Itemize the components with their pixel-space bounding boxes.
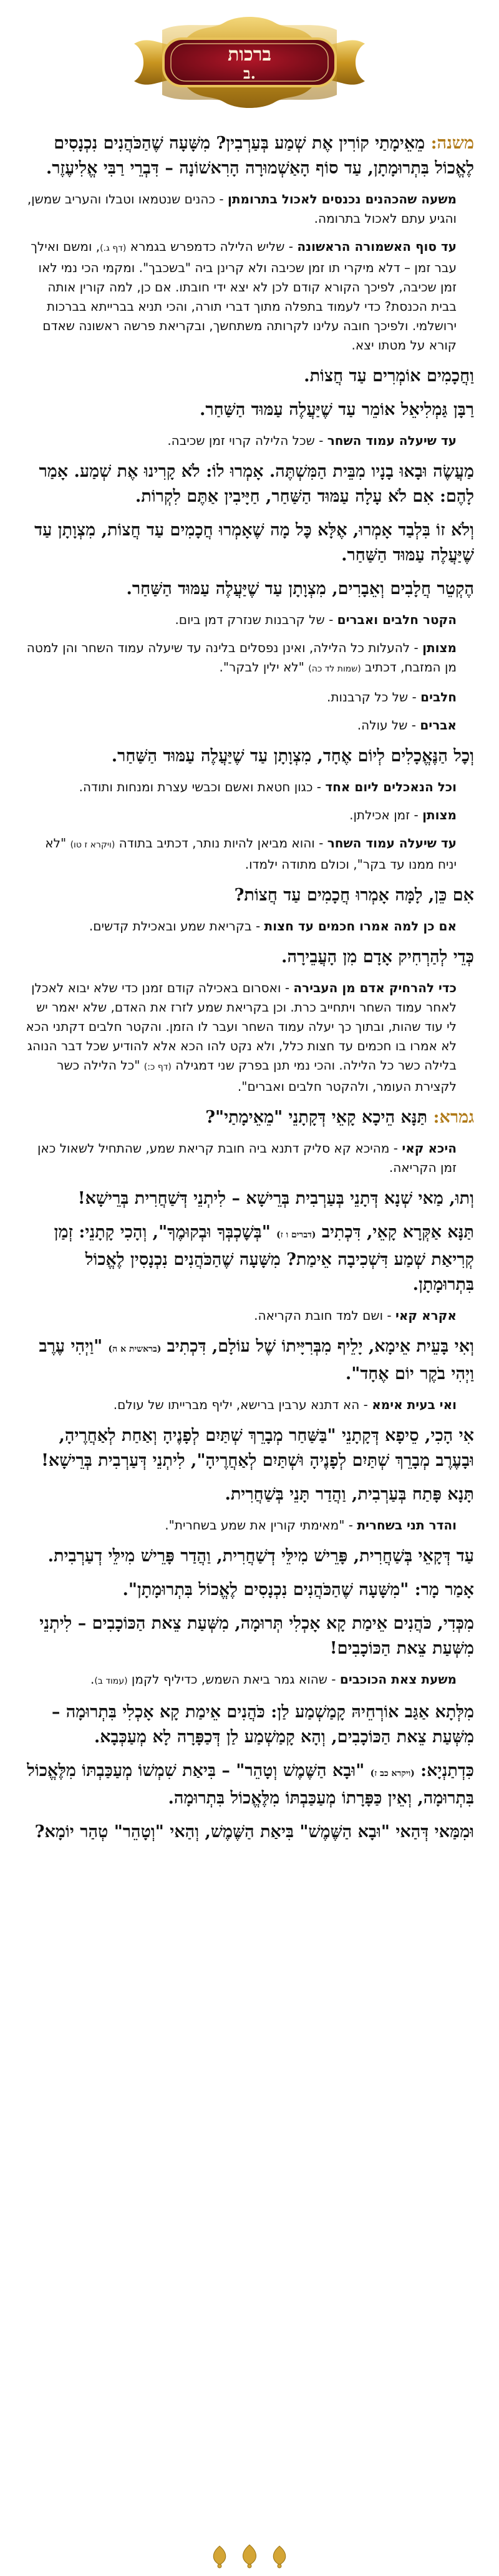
commentary-paragraph	[25, 778, 474, 797]
paragraph-text: תָּנָא פָּתַח בְּעַרְבִית, וַהֲדַר תָּנֵי בְּשַׁחֲרִית.	[225, 1485, 474, 1504]
paragraph-text: - של קרבנות שנזרק דמן ביום.	[175, 612, 337, 627]
paragraph-text: וְאִי בָּעֵית אֵימָא, יָלֵיף מִבְּרִיָּיתוֹ שֶׁל עוֹלָם, דִּכְתִיב	[161, 1337, 474, 1356]
commentary-paragraph	[25, 431, 474, 451]
commentary-paragraph	[25, 834, 474, 874]
paragraph-text: כִּדְתַנְיָא:	[414, 1761, 474, 1780]
paragraph-text: - כגון חטאת ואשם וכבשי עצרת ומנחות ותודה.	[79, 779, 326, 794]
paragraph-text: מַעֲשֶׂה וּבָאוּ בָנָיו מִבֵּית הַמִּשְׁתֶּה. אָמְרוּ לוֹ: לֹא קָרִינוּ אֶת שְׁמַע. אָמַר לָהֶם: אִם לֹא עָלָה עַמּוּד הַשַּׁחַר, חַיָּיבִין אַתֶּם לִקְרוֹת.	[39, 462, 474, 506]
paragraph-text: - של עולה.	[357, 718, 420, 733]
paragraph-text: - שהוא גמר ביאת השמש, כדיליף לקמן	[127, 1672, 340, 1687]
paragraph-text: "כל הלילה כשר לקצירת העומר, ולהקטר חלבים ואברים".	[57, 1058, 457, 1094]
main-text-paragraph	[25, 1578, 474, 1603]
commentary-heading: אברים	[420, 718, 457, 733]
main-text-paragraph	[25, 518, 474, 568]
commentary-heading: אקרא קאי	[395, 1308, 457, 1323]
source-reference: (דף ג.)	[100, 243, 127, 253]
paragraph-text: - והוא מביאן להיות נותר, דכתיב בתודה	[115, 836, 327, 851]
paragraph-text: - מהיכא קא סליק דתנא ביה חובת קריאת שמע, שהתחיל לשאול כאן זמן הקריאה.	[37, 1141, 457, 1175]
main-text-paragraph	[25, 1482, 474, 1507]
paragraph-text: רַבָּן גַּמְלִיאֵל אוֹמֵר עַד שֶׁיַּעֲלֶה עַמּוּד הַשַּׁחַר.	[199, 400, 474, 419]
paragraph-text: וּמִמַּאי דְּהַאי "וּבָא הַשֶּׁמֶשׁ" בִּיאַת הַשֶּׁמֶשׁ, וְהַאי "וְטָהֵר" טְהַר יוֹמָא?	[34, 1822, 474, 1842]
main-text-paragraph	[25, 1700, 474, 1750]
paragraph-text: "בְּשׇׁכְבְּךָ וּבְקוּמֶךָ", וְהָכִי קָתָנֵי: זְמַן קְרִיאַת שְׁמַע דִּשְׁכִיבָה אֵימַת? מִשָּׁעָה שֶׁהַכֹּהֲנִים נִכְנָסִין לֶאֱכוֹל בִּתְרוּמָתָן.	[54, 1222, 474, 1294]
paragraph-text: וְכׇל הַנֶּאֱכָלִים לְיוֹם אֶחָד, מִצְוָתָן עַד שֶׁיַּעֲלֶה עַמּוּד הַשַּׁחַר.	[111, 746, 474, 766]
commentary-paragraph	[25, 716, 474, 735]
flame-ornament-icon	[243, 2545, 256, 2568]
paragraph-text: אִם כֵּן, לָמָּה אָמְרוּ חֲכָמִים עַד חֲצוֹת?	[234, 886, 474, 905]
text-content	[25, 131, 474, 1853]
commentary-paragraph	[25, 1306, 474, 1325]
source-reference: (דף כ:)	[143, 1062, 172, 1072]
source-reference: (דברים ו ז)	[276, 1230, 316, 1240]
paragraph-text: "לא ילין לבקר".	[219, 660, 309, 675]
commentary-heading: משעת צאת הכוכבים	[339, 1672, 457, 1687]
main-text-paragraph	[25, 1186, 474, 1211]
paragraph-text: מֵאֵימָתַי קוֹרִין אֶת שְׁמַע בְּעַרְבִין? מִשָּׁעָה שֶׁהַכֹּהֲנִים נִכְנָסִים לֶאֱכוֹל בִּתְרוּמָתָן, עַד סוֹף הָאַשְׁמוּרָה הָרִאשׁוֹנָה – דִּבְרֵי רַבִּי אֱלִיעֶזֶר.	[46, 134, 474, 178]
source-reference: (בראשית א ה)	[108, 1344, 162, 1354]
section-label: גמרא:	[433, 1108, 474, 1127]
paragraph-text: מִכְּדִי, כֹּהֲנִים אֵימַת קָא אָכְלִי תְּרוּמָה, מִשְּׁעַת צֵאת הַכּוֹכָבִים – לִיתְנֵי מִשְּׁעַת צֵאת הַכּוֹכָבִים!	[39, 1614, 474, 1658]
paragraph-text: - שכל הלילה קרוי זמן שכיבה.	[167, 433, 327, 448]
paragraph-text: אָמַר מָר: "מִשָּׁעָה שֶׁהַכֹּהֲנִים נִכְנָסִים לֶאֱכוֹל בִּתְרוּמָתָן".	[122, 1580, 474, 1599]
page-footer	[0, 2539, 499, 2570]
commentary-heading: עד שיעלה עמוד השחר	[327, 836, 457, 851]
paragraph-text: "וּבָא הַשֶּׁמֶשׁ וְטָהֵר" – בִּיאַת שִׁמְשׁוֹ מְעַכַּבְתּוֹ מִלֶּאֱכוֹל בִּתְרוּמָה, וְאֵין כַּפָּרָתוֹ מְעַכַּבְתּוֹ מִלֶּאֱכוֹל בִּתְרוּמָה.	[27, 1761, 474, 1808]
source-reference: (שמות לד כה)	[308, 664, 361, 674]
paragraph-text: "לא יניח ממנו עד בקר", וכולם מתודה ילמדו.	[45, 836, 457, 872]
paragraph-text: עַד דְּקָאֵי בְּשַׁחֲרִית, פָּרֵישׁ מִילֵּי דְשַׁחֲרִית, וַהֲדַר פָּרֵישׁ מִילֵּי דְעַרְבִית.	[47, 1546, 474, 1566]
commentary-heading: עד שיעלה עמוד השחר	[327, 433, 457, 448]
paragraph-text: - להעלות כל הלילה, ואינן נפסלים בלינה עד שיעלה עמוד השחר והן למטה מן המזבח, דכתיב	[26, 640, 457, 675]
paragraph-text: כְּדֵי לְהַרְחִיק אָדָם מִן הָעֲבֵירָה.	[281, 947, 474, 967]
paragraph-text: , ומשם ואילך עבר זמן – דלא מיקרי תו זמן שכיבה ולא קרינן ביה "בשכבך". ומקמי הכי נמי לאו זמן שכיבה, לפיכך הקורא קודם לכן לא יצא ידי חובתו. אם כן, למה קורין אותה בבית הכנסת? כדי לעמוד בתפלה מתוך דברי תורה, והכי תניא בברייתא בברכות ירושלמי. ולפיכך חובה עלינו לקרותה משתחשך, ובקריאת פרשה ראשונה שאדם קורא על מטתו יצא.	[31, 239, 457, 353]
paragraph-text: תַּנָּא הֵיכָא קָאֵי דְּקָתָנֵי "מֵאֵימָתַי"?	[205, 1108, 434, 1127]
paragraph-text: וַחֲכָמִים אוֹמְרִים עַד חֲצוֹת.	[304, 366, 474, 386]
paragraph-text: וְלֹא זוֹ בִּלְבַד אָמְרוּ, אֶלָּא כׇּל מָה שֶׁאָמְרוּ חֲכָמִים עַד חֲצוֹת, מִצְוָתָן עַד שֶׁיַּעֲלֶה עַמּוּד הַשַּׁחַר.	[34, 520, 474, 565]
paragraph-text: - של כל קרבנות.	[327, 690, 421, 705]
paragraph-text: אִי הָכִי, סֵיפָא דְּקָתָנֵי "בַּשַּׁחַר מְבָרֵךְ שְׁתַּיִם לְפָנֶיהָ וְאַחַת לְאַחֲרֶיהָ, וּבָעֶרֶב מְבָרֵךְ שְׁתַּיִם לְפָנֶיהָ וּשְׁתַּיִם לְאַחֲרֶיהָ", לִיתְנֵי דְּעַרְבִית בְּרֵישָׁא!	[41, 1426, 474, 1470]
page-number: ב.	[243, 64, 256, 82]
paragraph-text: "וַיְהִי עֶרֶב וַיְהִי בֹקֶר יוֹם אֶחָד".	[39, 1337, 474, 1383]
main-text-paragraph	[25, 398, 474, 422]
tractate-title: ברכות	[228, 44, 271, 66]
flame-ornament-icon	[273, 2546, 286, 2568]
commentary-heading: עד סוף האשמורה הראשונה	[297, 239, 457, 254]
paragraph-text: וְתוּ, מַאי שְׁנָא דְּתָנֵי בְּעַרְבִית בְּרֵישָׁא – לִיתְנֵי דְּשַׁחֲרִית בְּרֵישָׁא!	[77, 1189, 474, 1208]
source-reference: (עמוד ב)	[94, 1676, 128, 1686]
page-header	[0, 0, 499, 125]
commentary-heading: מצותן	[422, 807, 457, 822]
main-text-paragraph	[25, 744, 474, 769]
paragraph-text: - זמן אכילתן.	[349, 807, 423, 822]
commentary-paragraph	[25, 610, 474, 630]
main-text-paragraph	[25, 1334, 474, 1387]
footer-ornaments	[0, 2539, 499, 2570]
commentary-paragraph	[25, 806, 474, 825]
commentary-paragraph	[25, 917, 474, 936]
flame-ornament-icon	[213, 2546, 226, 2568]
commentary-heading: וכל הנאכלים ליום אחד	[325, 779, 457, 794]
commentary-heading: והדר תני בשחרית	[357, 1518, 457, 1533]
main-text-paragraph	[25, 364, 474, 389]
paragraph-text: תַּנָּא אַקְּרָא קָאֵי, דִּכְתִיב	[316, 1222, 474, 1242]
commentary-paragraph	[25, 688, 474, 707]
paragraph-text: - ושם למד חובת הקריאה.	[254, 1308, 395, 1323]
paragraph-text: - כהנים שנטמאו וטבלו והעריב שמשן, והגיע עתם לאכול בתרומה.	[27, 192, 457, 226]
paragraph-text: - הא דתנא ערבין ברישא, יליף מברייתו של עולם.	[113, 1397, 372, 1412]
commentary-paragraph	[25, 1395, 474, 1415]
main-text-paragraph	[25, 1759, 474, 1811]
commentary-paragraph	[25, 1139, 474, 1178]
section-label: משנה:	[430, 134, 474, 153]
paragraph-text: הֶקְטֵר חֲלָבִים וְאֵבָרִים, מִצְוָתָן עַד שֶׁיַּעֲלֶה עַמּוּד הַשַּׁחַר.	[126, 579, 474, 598]
commentary-heading: חלבים	[420, 690, 457, 705]
main-text-paragraph	[25, 1220, 474, 1297]
main-text-paragraph	[25, 1611, 474, 1661]
paragraph-text: מִלְּתָא אַגַּב אוֹרְחֵיהּ קָמַשְׁמַע לַן: כֹּהֲנִים אֵימַת קָא אָכְלִי בִּתְרוּמָה – מִשְּׁעַת צֵאת הַכּוֹכָבִים, וְהָא קָמַשְׁמַע לַן דְּכַפָּרָה לָא מְעַכְּבָא.	[51, 1702, 474, 1747]
main-text-paragraph	[25, 1105, 474, 1130]
commentary-heading: משעה שהכהנים נכנסים לאכול בתרומתן	[228, 192, 457, 207]
commentary-paragraph	[25, 1670, 474, 1691]
main-text-paragraph	[25, 459, 474, 509]
paragraph-text: - בקריאת שמע ובאכילת קדשים.	[89, 919, 264, 934]
commentary-heading: ואי בעית אימא	[372, 1397, 457, 1412]
commentary-heading: כדי להרחיק אדם מן העבירה	[293, 980, 457, 995]
main-text-paragraph	[25, 1544, 474, 1569]
main-text-paragraph	[25, 131, 474, 181]
commentary-paragraph	[25, 190, 474, 228]
paragraph-text: - שליש הלילה כדמפרש בגמרא	[126, 239, 298, 254]
commentary-paragraph	[25, 638, 474, 679]
commentary-paragraph	[25, 978, 474, 1096]
main-text-paragraph	[25, 883, 474, 908]
commentary-paragraph	[25, 237, 474, 355]
main-text-paragraph	[25, 1423, 474, 1473]
commentary-heading: מצותן	[422, 640, 457, 655]
paragraph-text: - "מאימתי קורין את שמע בשחרית".	[165, 1518, 357, 1533]
commentary-heading: היכא קאי	[402, 1141, 457, 1156]
source-reference: (ויקרא כב ז)	[370, 1769, 415, 1778]
main-text-paragraph	[25, 577, 474, 602]
source-reference: (ויקרא ז טו)	[70, 840, 115, 850]
main-text-paragraph	[25, 945, 474, 970]
paragraph-text: .	[90, 1672, 95, 1687]
paragraph-text: - ואסרום באכילה קודם זמנן כדי שלא יבוא לאכלן לאחר עמוד השחר ויתחייב כרת. וכן בקריאת שמע לזרז את האדם, שלא יאמר יש לי עוד שהות, ובתוך כך יעלה עמוד השחר ועבר לו הזמן. והקטר חלבים דקתני הכא לא אמרו בו חכמים עד חצות כלל, ולא נקט להו הכא אלא להודיע שכל דבר הנוהג בלילה כשר כל הלילה. והכי נמי תנן בפרק שני דמגילה	[26, 980, 457, 1073]
commentary-heading: אם כן למה אמרו חכמים עד חצות	[264, 919, 457, 934]
main-text-paragraph	[25, 1820, 474, 1845]
commentary-paragraph	[25, 1516, 474, 1535]
commentary-heading: הקטר חלבים ואברים	[337, 612, 457, 627]
